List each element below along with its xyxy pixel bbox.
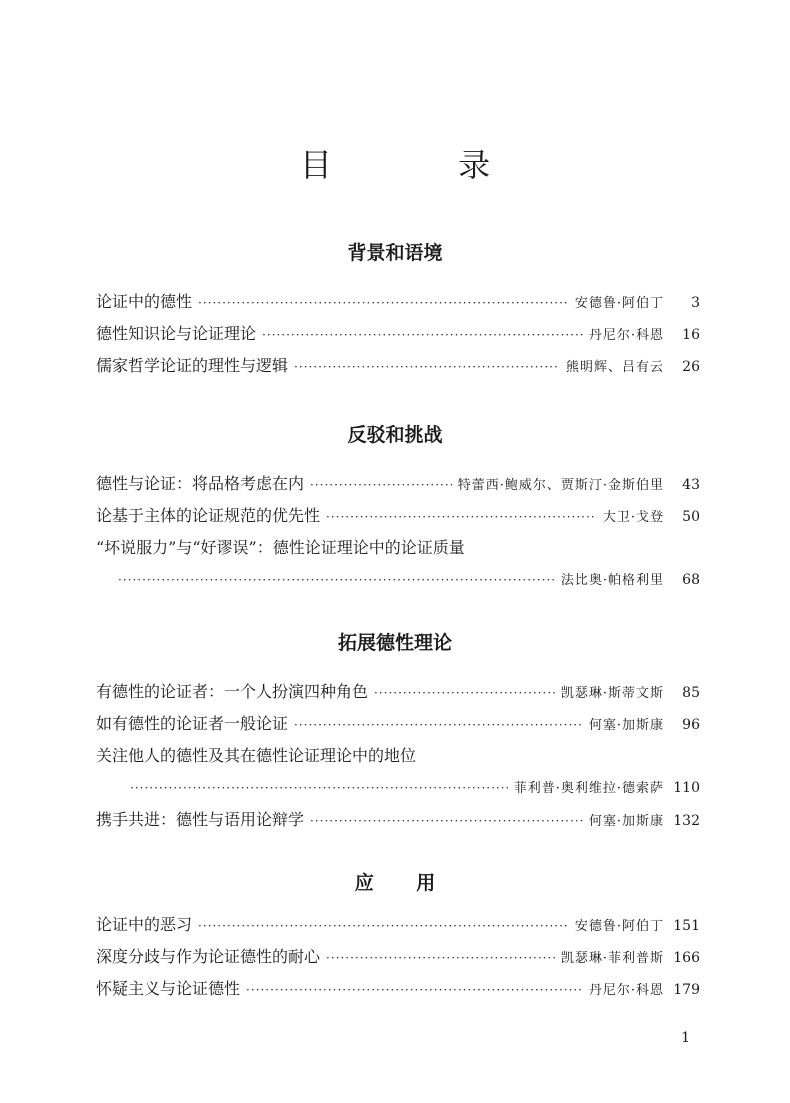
- leader-dots: [374, 677, 555, 709]
- entry-title: “坏说服力”与“好谬误”：德性论证理论中的论证质量: [96, 538, 465, 557]
- toc-entry[interactable]: [96, 708, 700, 740]
- entry-title: 德性知识论与论证理论: [96, 324, 257, 343]
- section-heading: 背景和语境: [347, 242, 443, 264]
- leader-dots: [294, 709, 583, 741]
- entry-title: 深度分歧与作为论证德性的耐心: [96, 947, 321, 966]
- entry-title: 怀疑主义与论证德性: [96, 979, 241, 998]
- toc-entry[interactable]: [96, 804, 700, 836]
- entry-page: 68: [682, 572, 700, 588]
- entry-page: 151: [673, 918, 700, 934]
- toc-entry[interactable]: [96, 286, 700, 318]
- leader-dots: [326, 501, 597, 533]
- toc-entry[interactable]: [96, 468, 700, 500]
- leader-dots: [310, 469, 452, 501]
- section-background: [0, 238, 790, 382]
- entry-title: 论证中的恶习: [96, 915, 193, 934]
- section-heading: 应 用: [354, 872, 454, 894]
- leader-dots: [130, 772, 508, 804]
- entry-author: 丹尼尔·科恩: [588, 983, 664, 998]
- entry-author: 法比奥·帕格利里: [560, 573, 664, 588]
- entry-page: 16: [682, 327, 700, 343]
- toc-entry[interactable]: [96, 350, 700, 382]
- toc-entry[interactable]: [96, 676, 700, 708]
- toc-entry[interactable]: [96, 973, 700, 1005]
- entry-title: 有德性的论证者：一个人扮演四种角色: [96, 682, 369, 701]
- leader-dots: [262, 319, 583, 351]
- entry-author: 丹尼尔·科恩: [588, 328, 664, 343]
- entry-author: 熊明辉、吕有云: [565, 360, 664, 375]
- entry-page: 85: [682, 685, 700, 701]
- entry-title: 论基于主体的论证规范的优先性: [96, 506, 321, 525]
- entry-author: 安德鲁·阿伯丁: [574, 919, 664, 934]
- toc-entry[interactable]: [96, 909, 700, 941]
- section-extension: [0, 628, 790, 836]
- entry-author: 凯瑟琳·斯蒂文斯: [560, 686, 664, 701]
- entry-page: 43: [682, 477, 700, 493]
- entry-author: 特蕾西·鲍威尔、贾斯汀·金斯伯里: [457, 478, 664, 493]
- entry-page: 132: [673, 813, 700, 829]
- toc-entry[interactable]: [96, 500, 700, 532]
- entry-page: 26: [682, 359, 700, 375]
- page-title: 目 录: [299, 146, 549, 184]
- entry-page: 96: [682, 717, 700, 733]
- entry-title: 携手共进：德性与语用论辩学: [96, 810, 305, 829]
- entry-title: 关注他人的德性及其在德性论证理论中的地位: [96, 746, 417, 765]
- section-application: [0, 868, 790, 1005]
- toc-entry[interactable]: [96, 318, 700, 350]
- entry-page: 166: [673, 950, 700, 966]
- leader-dots: [246, 974, 583, 1006]
- entry-author: 何塞·加斯康: [588, 718, 664, 733]
- entry-author: 菲利普·奥利维拉·德索萨: [513, 781, 664, 796]
- entry-page: 50: [682, 509, 700, 525]
- section-heading: 拓展德性理论: [337, 632, 452, 654]
- entry-title: 德性与论证：将品格考虑在内: [96, 474, 305, 493]
- toc-entry[interactable]: [0, 740, 790, 804]
- leader-dots: [198, 910, 569, 942]
- entry-page: 110: [673, 780, 700, 796]
- toc-entry[interactable]: [0, 532, 790, 596]
- page-number: 1: [681, 1030, 690, 1046]
- entry-page: 3: [691, 295, 700, 311]
- section-rebuttal: [0, 420, 790, 596]
- entry-title: 儒家哲学论证的理性与逻辑: [96, 356, 289, 375]
- entry-author: 大卫·戈登: [602, 510, 664, 525]
- entry-page: 179: [673, 982, 700, 998]
- entry-author: 何塞·加斯康: [588, 814, 664, 829]
- leader-dots: [326, 942, 555, 974]
- toc-entry[interactable]: [96, 941, 700, 973]
- entry-title: 论证中的德性: [96, 292, 193, 311]
- leader-dots: [198, 287, 569, 319]
- section-heading: 反驳和挑战: [347, 424, 443, 446]
- entry-title: 如有德性的论证者一般论证: [96, 714, 289, 733]
- leader-dots: [294, 351, 560, 383]
- leader-dots: [118, 564, 555, 596]
- leader-dots: [310, 805, 583, 837]
- entry-author: 凯瑟琳·菲利普斯: [560, 951, 664, 966]
- entry-author: 安德鲁·阿伯丁: [574, 296, 664, 311]
